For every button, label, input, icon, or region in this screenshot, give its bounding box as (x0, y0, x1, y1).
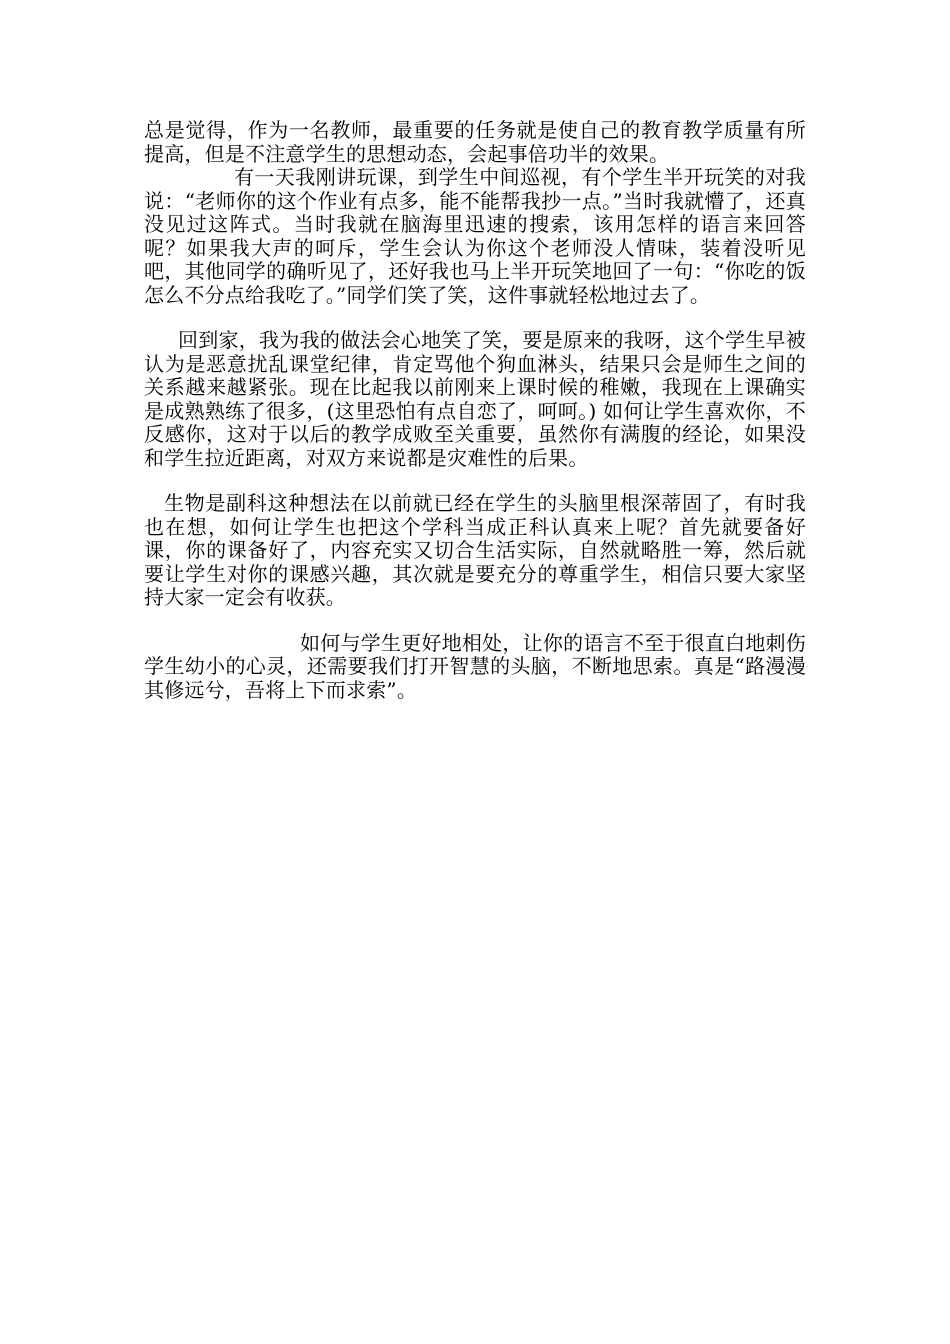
paragraph-3: 回到家，我为我的做法会心地笑了笑，要是原来的我呀，这个学生早被认为是恶意扰乱课堂纪律，肯定骂他个狗血淋头，结果只会是师生之间的关系越来越紧张。现在比起我以前刚来上课时候的稚嫩，我现在上课确实是成熟熟练了很多，(这里恐怕有点自恋了，呵呵。) 如何让学生喜欢你，不反感你，这对于以后的教学成败至关重要，虽然你有满腹的经论，如果没和学生拉近距离，对双方来说都是灾难性的后果。 (144, 328, 806, 470)
document-body (144, 119, 806, 702)
paragraph-1: 总是觉得，作为一名教师，最重要的任务就是使自己的教育教学质量有所提高，但是不注意学生的思想动态，会起事倍功半的效果。 (144, 118, 806, 166)
paragraph-5: 如何与学生更好地相处，让你的语言不至于很直白地刺伤学生幼小的心灵，还需要我们打开智慧的头脑，不断地思索。真是“路漫漫其修远兮，吾将上下而求索”。 (144, 630, 806, 702)
paragraph-2: 有一天我刚讲玩课，到学生中间巡视，有个学生半开玩笑的对我说：“老师你的这个作业有点多，能不能帮我抄一点。”当时我就懵了，还真没见过这阵式。当时我就在脑海里迅速的搜索，该用怎样的语言来回答呢？如果我大声的呵斥，学生会认为你这个老师没人情味，装着没听见吧，其他同学的确听见了，还好我也马上半开玩笑地回了一句：“你吃的饭怎么不分点给我吃了。”同学们笑了笑，这件事就轻松地过去了。 (144, 165, 806, 307)
paragraph-4: 生物是副科这种想法在以前就已经在学生的头脑里根深蒂固了，有时我也在想，如何让学生也把这个学科当成正科认真来上呢？首先就要备好课，你的课备好了，内容充实又切合生活实际，自然就略胜一筹，然后就要让学生对你的课感兴趣，其次就是要充分的尊重学生，相信只要大家坚持大家一定会有收获。 (144, 491, 806, 609)
